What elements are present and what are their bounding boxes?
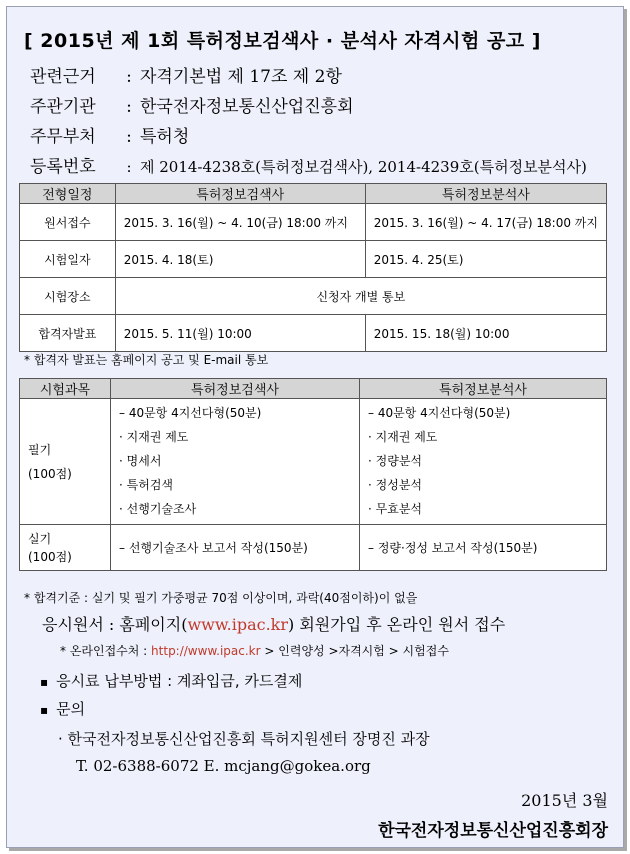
row-label: 원서접수 xyxy=(20,204,116,241)
application-line: 응시원서 : 홈페이지(www.ipac.kr) 회원가입 후 온라인 원서 접수 xyxy=(42,615,506,634)
bullet-icon xyxy=(40,672,56,690)
schedule-table xyxy=(19,183,607,352)
table-row xyxy=(20,525,607,571)
cell: – 40문항 4지선다형(50분) · 지재권 제도 · 정량분석 · 정성분석 · 무효분석 xyxy=(360,399,607,525)
inquiry-contact: · 한국전자정보통신산업진흥회 특허지원센터 장명진 과장 xyxy=(58,730,430,748)
signature: 한국전자정보통신산업진흥회장 xyxy=(378,821,608,841)
cell: – 선행기술조사 보고서 작성(150분) xyxy=(111,525,360,571)
column-header: 시험과목 xyxy=(20,379,111,399)
info-row-registration: 등록번호 : 제 2014-4238호(특허정보검색사), 2014-4239호(특허정보분석사) xyxy=(30,152,587,177)
table-header-row xyxy=(20,379,607,399)
column-header: 특허정보검색사 xyxy=(111,379,360,399)
column-header: 특허정보검색사 xyxy=(115,184,365,204)
homepage-link[interactable]: www.ipac.kr xyxy=(187,615,289,634)
info-value: 자격기본법 제 17조 제 2항 xyxy=(140,67,342,87)
row-label: 시험일자 xyxy=(20,241,116,278)
cell: 2015. 4. 18(토) xyxy=(115,241,365,278)
online-application: * 온라인접수처 : http://www.ipac.kr > 인력양성 >자격시험 > 시험접수 xyxy=(60,644,449,658)
fee-line: ▪ 응시료 납부방법 : 계좌입금, 카드결제 xyxy=(40,670,302,691)
table-row xyxy=(20,278,607,315)
page-title: [ 2015년 제 1회 특허정보검색사 · 분석사 자격시험 공고 ] xyxy=(24,30,541,52)
info-label: 주무부처 xyxy=(30,127,96,147)
bullet-icon xyxy=(40,700,56,718)
table-row xyxy=(20,399,607,525)
info-value: 제 2014-4238호(특허정보검색사), 2014-4239호(특허정보분석사) xyxy=(140,158,587,176)
row-label: 실기 (100점) xyxy=(20,525,111,571)
inquiry-phone: T. 02-6388-6072 E. mcjang@gokea.org xyxy=(76,757,371,775)
online-link[interactable]: http://www.ipac.kr xyxy=(151,644,261,658)
column-header: 특허정보분석사 xyxy=(360,379,607,399)
table-row xyxy=(20,241,607,278)
inquiry-heading: ▪ 문의 xyxy=(40,698,85,719)
cell: 2015. 3. 16(월) ~ 4. 17(금) 18:00 까지 xyxy=(365,204,606,241)
cell: 2015. 3. 16(월) ~ 4. 10(금) 18:00 까지 xyxy=(115,204,365,241)
column-header: 특허정보분석사 xyxy=(365,184,606,204)
subjects-table xyxy=(19,378,607,571)
info-label: 등록번호 xyxy=(30,157,96,177)
cell: 2015. 5. 11(월) 10:00 xyxy=(115,315,365,352)
cell: – 40문항 4지선다형(50분) · 지재권 제도 · 명세서 · 특허검색 · 선행기술조사 xyxy=(111,399,360,525)
pass-criteria: * 합격기준 : 실기 및 필기 가중평균 70점 이상이며, 과락(40점이하)이 없을 xyxy=(24,591,418,605)
cell: – 정량·정성 보고서 작성(150분) xyxy=(360,525,607,571)
cell-merged: 신청자 개별 통보 xyxy=(115,278,606,315)
table-row xyxy=(20,315,607,352)
notice-date: 2015년 3월 xyxy=(521,791,608,810)
cell: 2015. 15. 18(월) 10:00 xyxy=(365,315,606,352)
column-header: 전형일정 xyxy=(20,184,116,204)
info-label: 주관기관 xyxy=(30,97,96,117)
row-label: 필기 (100점) xyxy=(20,399,111,525)
info-value: 한국전자정보통신산업진흥회 xyxy=(140,97,354,117)
row-label: 시험장소 xyxy=(20,278,116,315)
table-row xyxy=(20,204,607,241)
info-row-organizer: 주관기관 : 한국전자정보통신산업진흥회 xyxy=(30,92,354,117)
info-value: 특허청 xyxy=(140,127,190,147)
info-row-ministry: 주무부처 : 특허청 xyxy=(30,122,189,147)
info-row-basis: 관련근거 : 자격기본법 제 17조 제 2항 xyxy=(30,62,342,87)
info-label: 관련근거 xyxy=(30,67,96,87)
cell: 2015. 4. 25(토) xyxy=(365,241,606,278)
row-label: 합격자발표 xyxy=(20,315,116,352)
schedule-note: * 합격자 발표는 홈페이지 공고 및 E-mail 통보 xyxy=(24,353,269,367)
table-header-row xyxy=(20,184,607,204)
